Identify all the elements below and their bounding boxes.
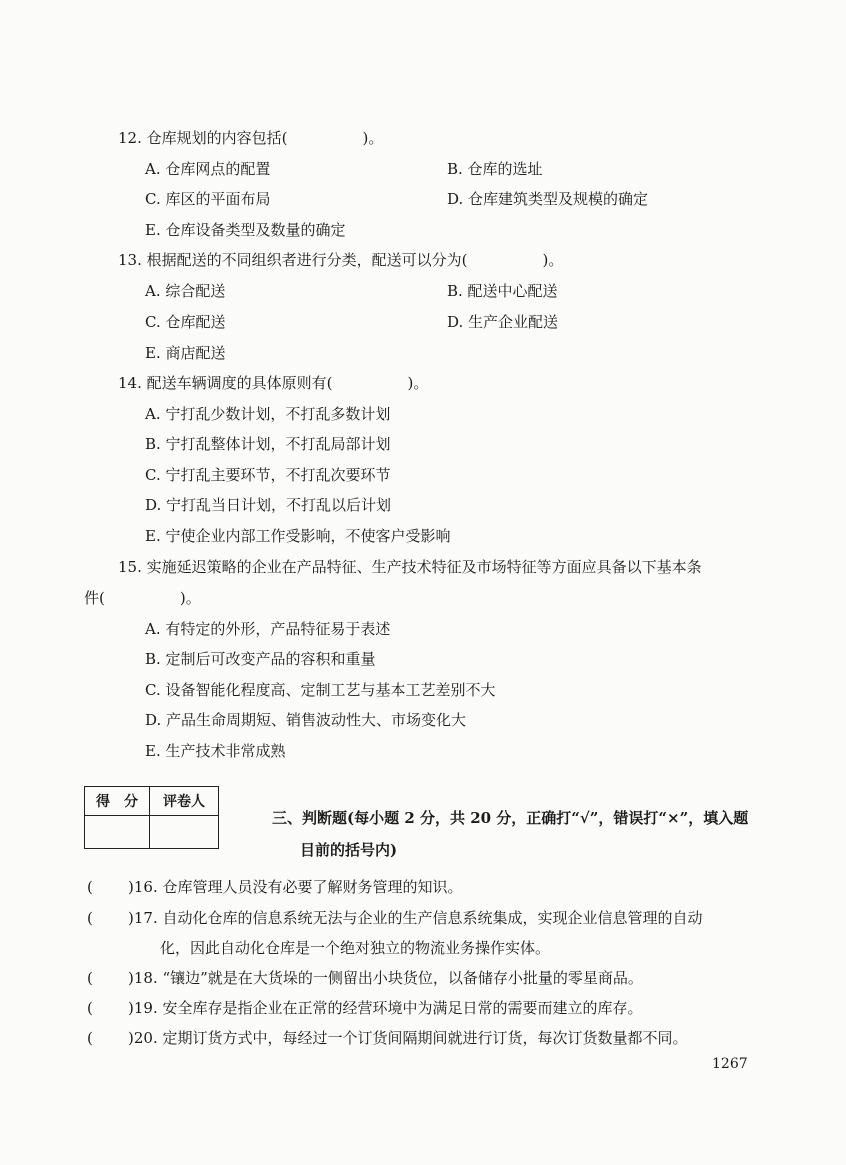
question-14-option-c: C. 宁打乱主要环节，不打乱次要环节 (145, 466, 391, 484)
question-15-option-d: D. 产品生命周期短、销售波动性大、市场变化大 (145, 711, 467, 729)
judgment-17: )17. 自动化仓库的信息系统无法与企业的生产信息系统集成，实现企业信息管理的自动 (128, 909, 703, 927)
question-15-option-a: A. 有特定的外形，产品特征易于表述 (145, 620, 391, 638)
judgment-17-continued: 化，因此自动化仓库是一个绝对独立的物流业务操作实体。 (160, 939, 551, 957)
question-12-option-b: B. 仓库的选址 (447, 160, 543, 178)
question-13-option-b: B. 配送中心配送 (447, 282, 558, 300)
score-cell (85, 816, 150, 849)
judgment-19: )19. 安全库存是指企业在正常的经营环境中为满足日常的需要而建立的库存。 (128, 999, 643, 1017)
question-13-option-d: D. 生产企业配送 (447, 313, 559, 331)
answer-paren-20: ( (87, 1029, 93, 1047)
question-15-option-e: E. 生产技术非常成熟 (145, 742, 286, 760)
question-12-option-d: D. 仓库建筑类型及规模的确定 (447, 190, 649, 208)
answer-paren-19: ( (87, 999, 93, 1017)
question-15-stem-continued: 件( )。 (84, 589, 201, 607)
grader-label: 评卷人 (150, 787, 219, 816)
question-14-option-a: A. 宁打乱少数计划，不打乱多数计划 (145, 405, 391, 423)
score-label: 得 分 (85, 787, 150, 816)
section-3-title: 三、判断题(每小题 2 分，共 20 分，正确打“√”，错误打“×”，填入题 (272, 809, 749, 827)
page-number: 1267 (712, 1056, 748, 1072)
question-15-option-b: B. 定制后可改变产品的容积和重量 (145, 650, 376, 668)
question-14-option-b: B. 宁打乱整体计划，不打乱局部计划 (145, 435, 391, 453)
judgment-20: )20. 定期订货方式中，每经过一个订货间隔期间就进行订货，每次订货数量都不同。 (128, 1029, 688, 1047)
judgment-16: )16. 仓库管理人员没有必要了解财务管理的知识。 (128, 878, 463, 896)
question-15-option-c: C. 设备智能化程度高、定制工艺与基本工艺差别不大 (145, 681, 496, 699)
judgment-18: )18. “镶边”就是在大货垛的一侧留出小块货位，以备储存小批量的零星商品。 (128, 969, 643, 987)
question-14-stem: 14. 配送车辆调度的具体原则有( )。 (118, 374, 429, 392)
question-13-option-a: A. 综合配送 (145, 282, 226, 300)
question-14-option-e: E. 宁使企业内部工作受影响，不使客户受影响 (145, 527, 451, 545)
question-12-stem: 12. 仓库规划的内容包括( )。 (118, 129, 384, 147)
answer-paren-16: ( (87, 878, 93, 896)
score-box (84, 786, 219, 849)
grader-cell (150, 816, 219, 849)
question-14-option-d: D. 宁打乱当日计划，不打乱以后计划 (145, 496, 392, 514)
section-3-title-continued: 目前的括号内) (300, 841, 398, 859)
question-12-option-a: A. 仓库网点的配置 (145, 160, 271, 178)
answer-paren-18: ( (87, 969, 93, 987)
question-13-stem: 13. 根据配送的不同组织者进行分类，配送可以分为( )。 (118, 251, 564, 269)
question-12-option-e: E. 仓库设备类型及数量的确定 (145, 221, 346, 239)
question-12-option-c: C. 库区的平面布局 (145, 190, 271, 208)
answer-paren-17: ( (87, 909, 93, 927)
question-13-option-e: E. 商店配送 (145, 344, 226, 362)
question-13-option-c: C. 仓库配送 (145, 313, 226, 331)
question-15-stem: 15. 实施延迟策略的企业在产品特征、生产技术特征及市场特征等方面应具备以下基本条 (118, 558, 702, 576)
